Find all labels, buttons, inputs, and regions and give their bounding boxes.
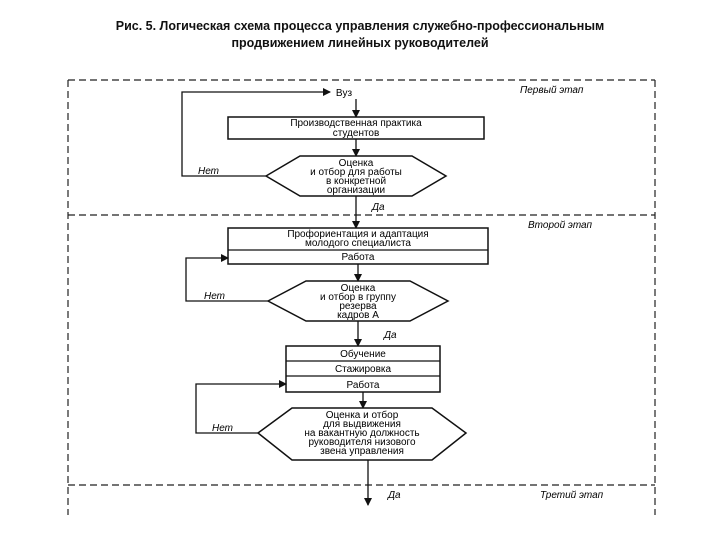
- stage-label-third: Третий этап: [540, 490, 604, 501]
- edge-eval3-yes-label: Да: [388, 490, 401, 501]
- stage-label-first: Первый этап: [520, 85, 584, 96]
- eval1-line2: и отбор для работы: [310, 167, 402, 178]
- eval1-line1: Оценка: [338, 158, 374, 169]
- box-training: Обучение: [340, 349, 386, 360]
- box-work1: Работа: [341, 252, 375, 263]
- edge-eval2-yes-label: Да: [384, 330, 397, 341]
- edge-eval1-no-label: Нет: [198, 166, 220, 177]
- eval3-line1: Оценка и отбор: [325, 410, 399, 421]
- edge-eval2-no-label: Нет: [204, 291, 226, 302]
- box-internship: Стажировка: [334, 364, 392, 375]
- edge-eval1-yes-label: Да: [372, 202, 385, 213]
- box-orientation-line2: молодого специалиста: [305, 238, 411, 249]
- node-vuz: Вуз: [335, 88, 353, 99]
- box-orientation-line1: Профориентация и адаптация: [287, 229, 429, 240]
- box-practice-line2: студентов: [332, 128, 380, 139]
- eval3-line5: звена управления: [320, 446, 404, 457]
- eval3-line2: для выдвижения: [323, 419, 401, 430]
- box-work2: Работа: [346, 380, 380, 391]
- eval1-line3: в конкретной: [325, 176, 387, 187]
- box-practice-line1: Производственная практика: [290, 118, 422, 129]
- stage-label-second: Второй этап: [528, 220, 592, 231]
- eval3-line4: руководителя низового: [308, 437, 416, 448]
- caption-line-2: продвижением линейных руководителей: [231, 36, 489, 50]
- eval2-line4: кадров А: [337, 310, 379, 321]
- caption-line-1: Рис. 5. Логическая схема процесса управления служебно-профессиональным: [115, 19, 605, 33]
- eval2-line2: и отбор в группу: [320, 292, 396, 303]
- eval2-line3: резерва: [339, 301, 377, 312]
- eval1-line4: организации: [326, 185, 386, 196]
- edge-eval3-no-label: Нет: [212, 423, 234, 434]
- eval3-line3: на вакантную должность: [304, 428, 420, 439]
- eval2-line1: Оценка: [340, 283, 376, 294]
